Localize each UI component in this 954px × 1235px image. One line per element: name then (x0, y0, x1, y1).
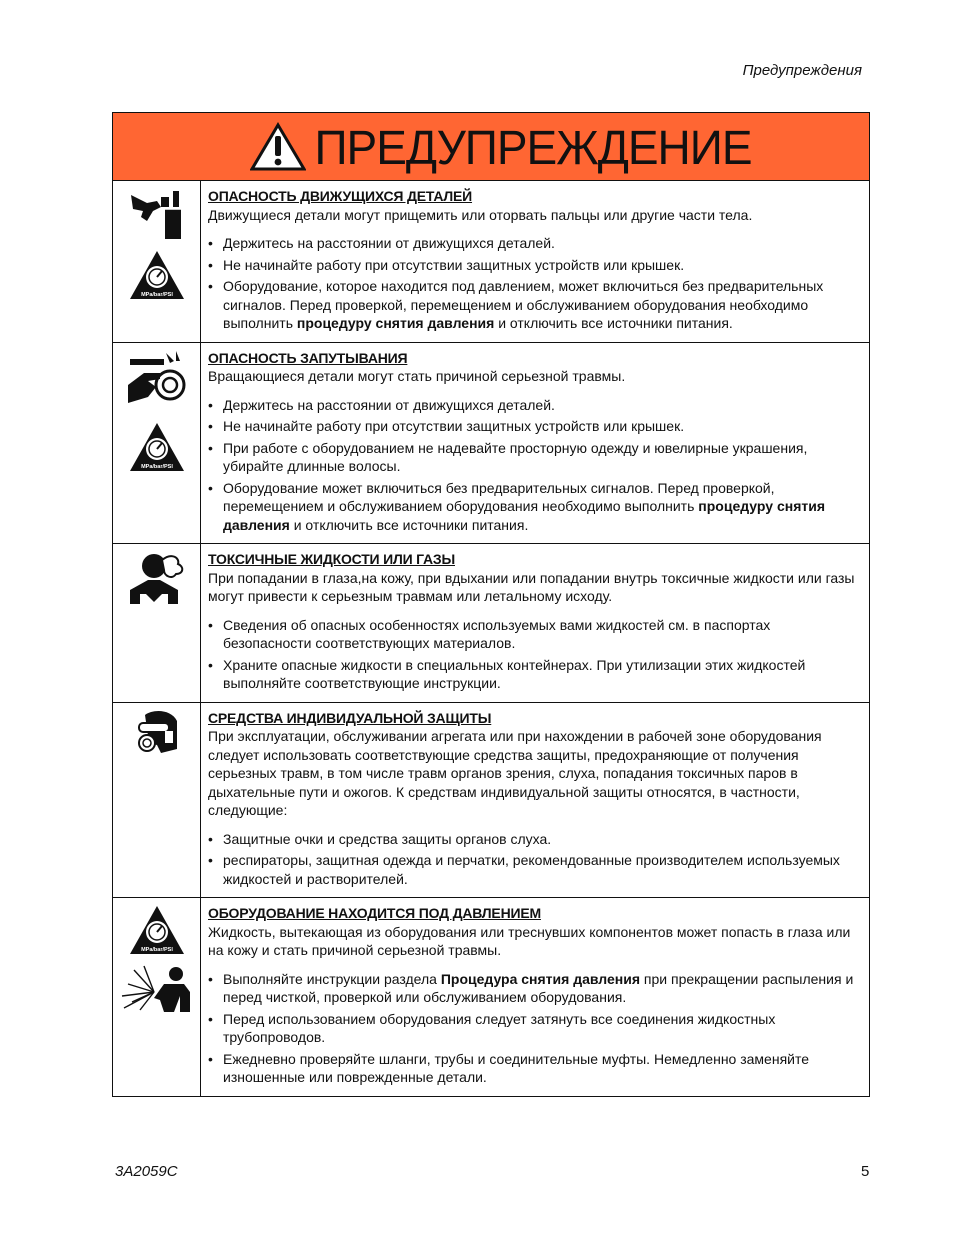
section-intro: При попадании в глаза,на кожу, при вдыхании или попадании внутрь токсичные жидкости или газы могут привести к серьезным травмам или летальному исходу. (208, 569, 855, 604)
entanglement-icon (126, 349, 188, 405)
toxic-fumes-icon (128, 550, 186, 606)
document-number: 3A2059C (115, 1163, 178, 1180)
section-intro: Жидкость, вытекающая из оборудования или треснувших компонентов может попасть в глаза или на кожу и стать причиной серьезной травмы. (208, 923, 851, 958)
section-title: СРЕДСТВА ИНДИВИДУАЛЬНОЙ ЗАЩИТЫ (208, 709, 492, 726)
list-item: • Не начинайте работу при отсутствии защитных устройств или крышек. (208, 417, 855, 436)
svg-text:MPa/bar/PSI: MPa/bar/PSI (140, 947, 173, 953)
section-icons (113, 343, 201, 544)
warning-title: ПРЕДУПРЕЖДЕНИЕ (314, 119, 752, 174)
list-item: • Держитесь на расстоянии от движущихся деталей. (208, 234, 855, 253)
section-intro: При эксплуатации, обслуживании агрегата или при нахождении в рабочей зоне оборудования следует использовать соответствующие средства защиты, предохраняющие от получения серьезных травм, в том числе травм органов зрения, слуха, попадания токсичных паров в дыхательные пути и ожогов. К средствам индивидуальной защиты относятся, в частности, следующие: (208, 728, 822, 818)
section-pressurized-equipment (113, 898, 869, 1096)
list-item: • Держитесь на расстоянии от движущихся деталей. (208, 396, 855, 415)
pressure-warning-icon (128, 904, 186, 956)
section-title: ОПАСНОСТЬ ЗАПУТЫВАНИЯ (208, 349, 408, 366)
section-icons (113, 544, 201, 702)
section-icons (113, 703, 201, 898)
section-title: ОПАСНОСТЬ ДВИЖУЩИХСЯ ДЕТАЛЕЙ (208, 188, 473, 204)
list-item: • Оборудование может включиться без предварительных сигналов. Перед проверкой, перемещением и обслуживанием оборудования необходимо выполнить процедуру снятия давления и отключить все источники питания. (208, 479, 855, 535)
section-intro: Вращающиеся детали могут стать причиной серьезной травмы. (208, 368, 626, 384)
list-item: • Перед использованием оборудования следует затянуть все соединения жидкостных трубопроводов. (208, 1010, 855, 1047)
section-icons (113, 181, 201, 342)
section-ppe (113, 703, 869, 899)
section-icons (113, 898, 201, 1096)
hand-crush-icon (127, 187, 187, 241)
section-intro: Движущиеся детали могут прищемить или оторвать пальцы или другие части тела. (208, 206, 753, 223)
section-title: ТОКСИЧНЫЕ ЖИДКОСТИ ИЛИ ГАЗЫ (208, 551, 455, 567)
exclamation-triangle-icon (250, 122, 306, 172)
pressure-warning-icon (128, 249, 186, 301)
list-item: • Ежедневно проверяйте шланги, трубы и соединительные муфты. Немедленно заменяйте изношенные или поврежденные детали. (208, 1050, 855, 1087)
section-moving-parts (113, 181, 869, 343)
svg-text:MPa/bar/PSI: MPa/bar/PSI (140, 292, 173, 298)
protective-equipment-icon (135, 709, 179, 755)
list-item: • При работе с оборудованием не надевайте просторную одежду и ювелирные украшения, убирайте длинные волосы. (208, 439, 855, 476)
fluid-spray-icon (120, 962, 194, 1014)
pressure-warning-icon (128, 421, 186, 473)
page-number: 5 (861, 1163, 870, 1180)
section-title: ОБОРУДОВАНИЕ НАХОДИТСЯ ПОД ДАВЛЕНИЕМ (208, 905, 541, 921)
running-title: Предупреждения (742, 62, 862, 79)
list-item: • респираторы, защитная одежда и перчатки, рекомендованные производителем используемых жидкостей и растворителей. (208, 851, 855, 888)
section-entanglement (113, 343, 869, 545)
warning-banner (113, 113, 869, 181)
list-item: • Не начинайте работу при отсутствии защитных устройств или крышек. (208, 256, 855, 275)
list-item: • Выполняйте инструкции раздела Процедура снятия давления при прекращении распыления и перед чисткой, проверкой или обслуживанием оборудования. (208, 970, 855, 1007)
list-item: • Храните опасные жидкости в специальных контейнерах. При утилизации этих жидкостей выполняйте соответствующие инструкции. (208, 656, 855, 693)
warning-table (112, 112, 870, 1097)
section-toxic-fluids (113, 544, 869, 703)
list-item: • Оборудование, которое находится под давлением, может включиться без предварительных сигналов. Перед проверкой, перемещением и обслуживанием оборудования необходимо выполнить процедуру снятия давления и отключить все источники питания. (208, 277, 855, 333)
list-item: • Защитные очки и средства защиты органов слуха. (208, 830, 855, 849)
svg-text:MPa/bar/PSI: MPa/bar/PSI (140, 463, 173, 470)
list-item: • Сведения об опасных особенностях используемых вами жидкостей см. в паспортах безопасности соответствующих материалов. (208, 616, 855, 653)
